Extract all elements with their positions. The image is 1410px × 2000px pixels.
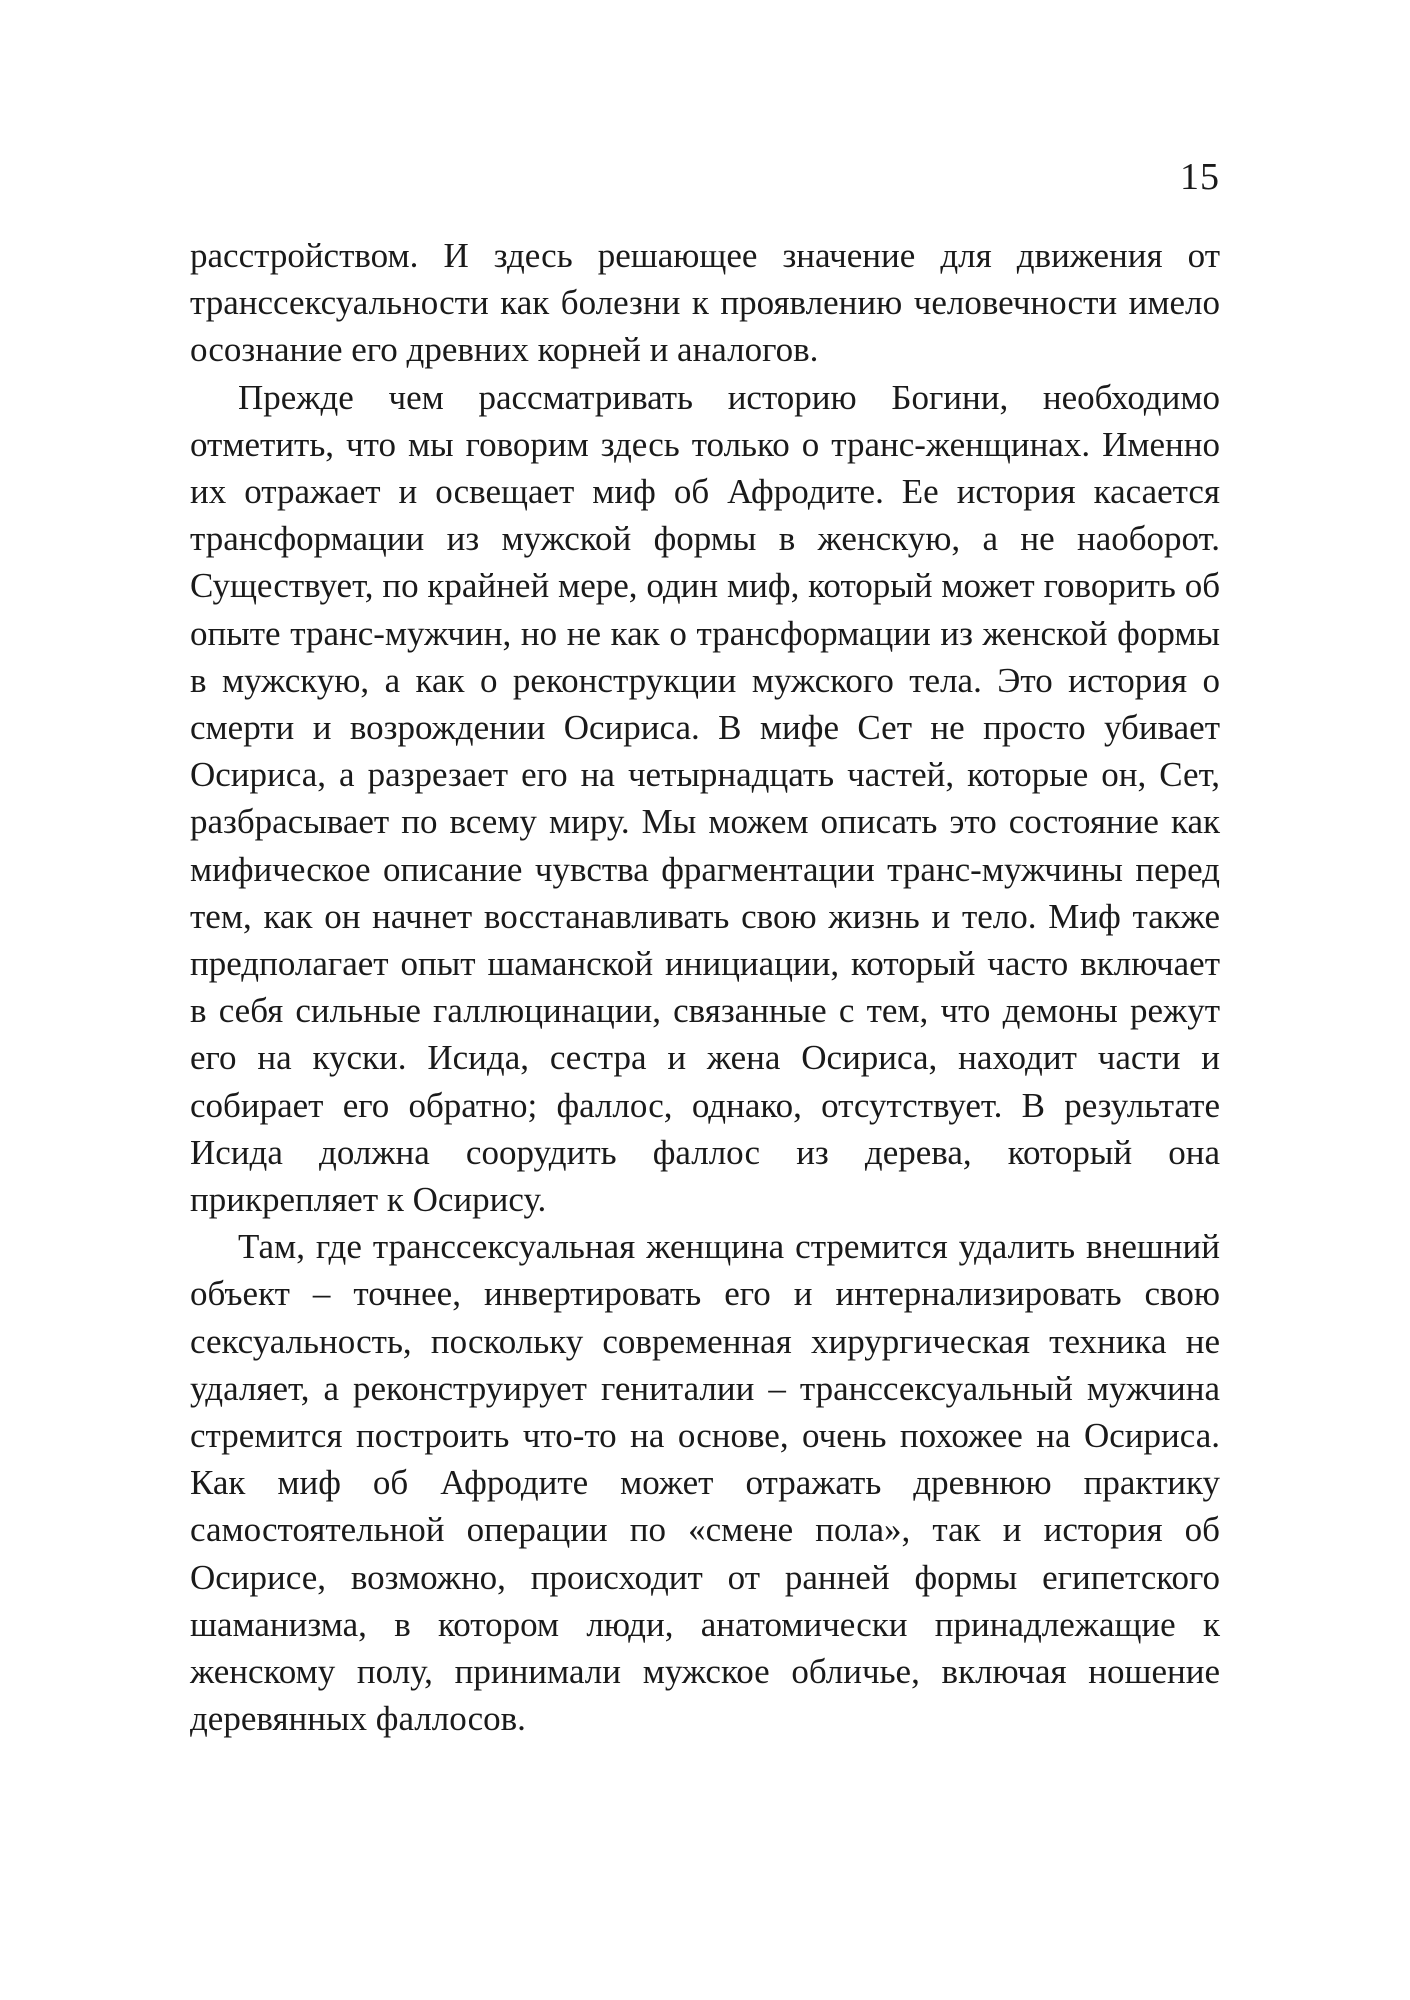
paragraph-trans-comparison: Там, где транссексуальная женщина стремится удалить внешний объект – точнее, инвертировать его и интернализировать свою сексуальность, поскольку современная хирургическая техника не удаляет, а реконструирует гениталии – транссексуальный мужчина стремится построить что-то на основе, очень похожее на Осириса. Как миф об Афродите может отражать древнюю практику самостоятельной операции по «смене пола», так и история об Осирисе, возможно, происходит от ранней формы египетского шаманизма, в котором люди, анатомически принадлежащие к женскому полу, принимали мужское обличье, включая ношение деревянных фаллосов. [190, 1227, 1220, 1739]
page-number: 15 [1180, 156, 1220, 198]
paragraph-osiris-myth: Прежде чем рассматривать историю Богини, необходимо отметить, что мы говорим здесь только о транс-женщинах. Именно их отражает и освещает миф об Афродите. Ее история касается трансформации из мужской формы в женскую, а не наоборот. Существует, по крайней мере, один миф, который может говорить об опыте транс-мужчин, но не как о трансформации из женской формы в мужскую, а как о реконструкции мужского тела. Это история о смерти и возрождении Осириса. В мифе Сет не просто убивает Осириса, а разрезает его на четырнадцать частей, которые он, Сет, разбрасывает по всему миру. Мы можем описать это состояние как мифическое описание чувства фрагментации транс-мужчины перед тем, как он начнет восстанавливать свою жизнь и тело. Миф также предполагает опыт шаманской инициации, который часто включает в себя сильные галлюцинации, связанные с тем, что демоны режут его на куски. Исида, сестра и жена Осириса, находит части и собирает его обратно; фаллос, однако, отсутствует. В результате Исида должна соорудить фаллос из дерева, который она прикрепляет к Осирису. [190, 377, 1220, 1220]
body-text [190, 232, 1220, 1743]
paragraph-continuation: расстройством. И здесь решающее значение для движения от транссексуальности как болезни к проявлению человечности имело осознание его древних корней и аналогов. [190, 236, 1220, 370]
